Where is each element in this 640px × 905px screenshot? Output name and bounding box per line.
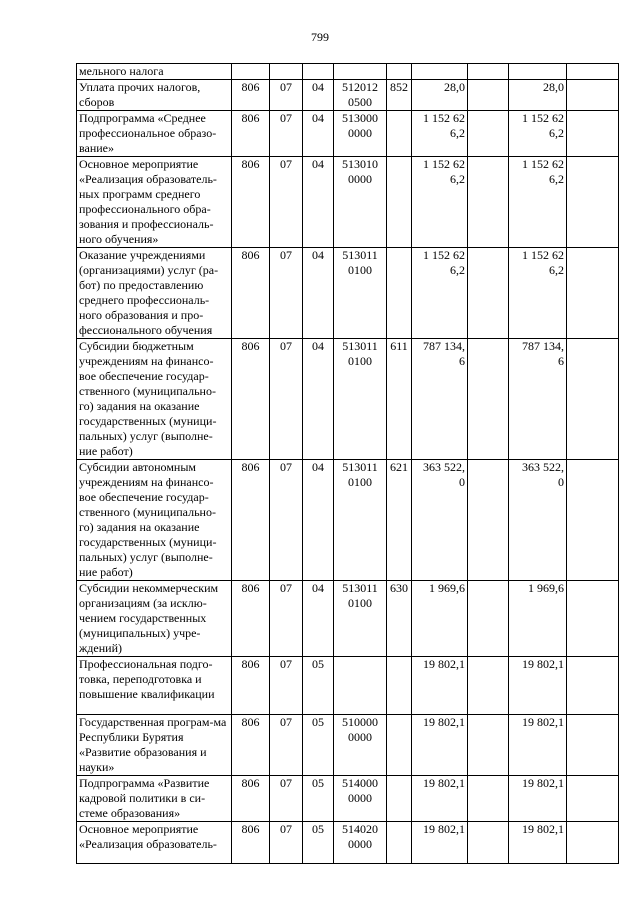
cell-empty — [567, 715, 619, 776]
cell-pr: 05 — [303, 822, 334, 864]
cell-sum-1 — [412, 157, 468, 248]
cell-sum-2-line: 19 802,1 — [522, 822, 564, 836]
cell-sum-1 — [412, 339, 468, 460]
cell-csr-line: 513011 — [342, 248, 378, 262]
cell-sum-1-line: 19 802,1 — [423, 776, 465, 790]
cell-csr-line: 0000 — [348, 730, 372, 744]
row-name: Основное мероприятие «Реализация образователь-ных программ среднего профессионального обра-зования и профессиональ-ного обучения» — [77, 157, 232, 248]
cell-empty — [468, 460, 509, 581]
cell-sum-2-line: 6,2 — [549, 172, 564, 186]
cell-sum-2-line: 6 — [558, 354, 564, 368]
cell-csr-line: 0000 — [348, 837, 372, 851]
table-row — [77, 80, 619, 111]
cell-csr-line: 0100 — [348, 596, 372, 610]
row-name: мельного налога — [77, 64, 232, 80]
cell-empty — [567, 248, 619, 339]
table-row — [77, 248, 619, 339]
cell-rz: 07 — [270, 715, 303, 776]
cell-sum-1-line: 19 802,1 — [423, 822, 465, 836]
cell-sum-1-line: 6,2 — [450, 263, 465, 277]
cell-csr — [334, 715, 387, 776]
cell-csr-line: 510000 — [342, 715, 378, 729]
cell-sum-2 — [509, 822, 567, 864]
cell-sum-2-line: 28,0 — [543, 80, 564, 94]
cell-empty — [468, 64, 509, 80]
cell-sum-2 — [509, 248, 567, 339]
cell-csr-line: 0100 — [348, 354, 372, 368]
cell-gr: 806 — [232, 776, 270, 822]
cell-pr: 05 — [303, 776, 334, 822]
cell-sum-1-line: 363 522, — [423, 460, 465, 474]
cell-rz: 07 — [270, 460, 303, 581]
table-row — [77, 111, 619, 157]
cell-sum-2 — [509, 657, 567, 715]
cell-sum-2-line: 363 522, — [522, 460, 564, 474]
cell-vr — [387, 64, 412, 80]
cell-sum-1-line: 19 802,1 — [423, 715, 465, 729]
cell-sum-2-line: 19 802,1 — [522, 657, 564, 671]
row-name: Государственная програм-ма Республики Бурятия «Развитие образования и науки» — [77, 715, 232, 776]
cell-empty — [567, 111, 619, 157]
cell-vr — [387, 776, 412, 822]
cell-csr-line: 0000 — [348, 126, 372, 140]
cell-gr: 806 — [232, 822, 270, 864]
cell-empty — [567, 157, 619, 248]
cell-sum-1 — [412, 822, 468, 864]
cell-rz: 07 — [270, 80, 303, 111]
cell-sum-1 — [412, 657, 468, 715]
cell-sum-1 — [412, 776, 468, 822]
cell-sum-1 — [412, 64, 468, 80]
cell-csr-line: 513011 — [342, 339, 378, 353]
cell-empty — [468, 339, 509, 460]
cell-gr: 806 — [232, 657, 270, 715]
cell-rz — [270, 64, 303, 80]
cell-empty — [567, 581, 619, 657]
cell-gr — [232, 64, 270, 80]
cell-sum-2 — [509, 776, 567, 822]
cell-empty — [468, 657, 509, 715]
cell-sum-2 — [509, 581, 567, 657]
cell-sum-1 — [412, 111, 468, 157]
row-name: Профессиональная подго-товка, переподготовка и повышение квалификации — [77, 657, 232, 715]
cell-vr — [387, 657, 412, 715]
cell-rz: 07 — [270, 339, 303, 460]
cell-vr: 630 — [387, 581, 412, 657]
cell-rz: 07 — [270, 111, 303, 157]
cell-gr: 806 — [232, 715, 270, 776]
cell-rz: 07 — [270, 657, 303, 715]
cell-sum-2 — [509, 64, 567, 80]
cell-sum-1-line: 6,2 — [450, 172, 465, 186]
cell-sum-2 — [509, 80, 567, 111]
cell-empty — [468, 111, 509, 157]
row-name: Субсидии автономным учреждениям на финансо-вое обеспечение государ-ственного (муниципально-го) задания на оказание государственных (муници-пальных) услуг (выполне-ние работ) — [77, 460, 232, 581]
cell-vr — [387, 715, 412, 776]
cell-rz: 07 — [270, 776, 303, 822]
cell-pr: 04 — [303, 248, 334, 339]
cell-csr-line: 512012 — [342, 80, 378, 94]
cell-vr — [387, 248, 412, 339]
cell-csr-line: 514020 — [342, 822, 378, 836]
cell-csr — [334, 80, 387, 111]
cell-empty — [468, 822, 509, 864]
row-name: Подпрограмма «Среднее профессиональное образо-вание» — [77, 111, 232, 157]
cell-gr: 806 — [232, 111, 270, 157]
cell-pr: 04 — [303, 157, 334, 248]
table-row — [77, 581, 619, 657]
cell-empty — [567, 460, 619, 581]
cell-sum-2 — [509, 339, 567, 460]
table-row — [77, 64, 619, 80]
table-row — [77, 339, 619, 460]
cell-rz: 07 — [270, 822, 303, 864]
cell-pr: 05 — [303, 657, 334, 715]
table-row — [77, 776, 619, 822]
cell-gr: 806 — [232, 339, 270, 460]
cell-sum-2-line: 1 152 62 — [522, 157, 564, 171]
cell-csr — [334, 657, 387, 715]
cell-csr-line: 513000 — [342, 111, 378, 125]
cell-sum-2-line: 19 802,1 — [522, 715, 564, 729]
cell-sum-1 — [412, 581, 468, 657]
cell-csr — [334, 339, 387, 460]
cell-sum-1-line: 1 152 62 — [423, 111, 465, 125]
cell-sum-1-line: 1 152 62 — [423, 248, 465, 262]
cell-sum-1-line: 28,0 — [444, 80, 465, 94]
cell-gr: 806 — [232, 248, 270, 339]
cell-vr — [387, 157, 412, 248]
cell-csr-line: 513010 — [342, 157, 378, 171]
cell-vr: 621 — [387, 460, 412, 581]
cell-sum-1-line: 6,2 — [450, 126, 465, 140]
cell-csr — [334, 776, 387, 822]
table-row — [77, 715, 619, 776]
cell-csr — [334, 822, 387, 864]
cell-gr: 806 — [232, 80, 270, 111]
cell-sum-2 — [509, 715, 567, 776]
cell-empty — [567, 822, 619, 864]
budget-table — [76, 63, 619, 864]
cell-sum-1-line: 6 — [459, 354, 465, 368]
cell-csr-line: 513011 — [342, 460, 378, 474]
cell-empty — [468, 715, 509, 776]
cell-gr: 806 — [232, 581, 270, 657]
cell-sum-1-line: 0 — [459, 475, 465, 489]
cell-empty — [567, 80, 619, 111]
cell-sum-2 — [509, 111, 567, 157]
cell-empty — [567, 64, 619, 80]
cell-empty — [567, 339, 619, 460]
row-name: Подпрограмма «Развитие кадровой политики в си-стеме образования» — [77, 776, 232, 822]
cell-sum-2-line: 1 152 62 — [522, 248, 564, 262]
cell-sum-2-line: 787 134, — [522, 339, 564, 353]
cell-csr-line: 513011 — [342, 581, 378, 595]
cell-empty — [468, 581, 509, 657]
cell-sum-1 — [412, 80, 468, 111]
cell-sum-1-line: 1 152 62 — [423, 157, 465, 171]
cell-pr: 05 — [303, 715, 334, 776]
cell-vr: 611 — [387, 339, 412, 460]
row-name: Основное мероприятие «Реализация образователь- — [77, 822, 232, 864]
cell-csr — [334, 64, 387, 80]
cell-sum-2-line: 0 — [558, 475, 564, 489]
table-row — [77, 657, 619, 715]
cell-sum-1-line: 1 969,6 — [429, 581, 465, 595]
row-name: Субсидии некоммерческим организациям (за исклю-чением государственных (муниципальных) учре-ждений) — [77, 581, 232, 657]
cell-sum-2-line: 1 969,6 — [528, 581, 564, 595]
cell-sum-1 — [412, 460, 468, 581]
cell-pr: 04 — [303, 581, 334, 657]
cell-vr — [387, 111, 412, 157]
table-body — [77, 64, 619, 864]
cell-vr — [387, 822, 412, 864]
table-row — [77, 822, 619, 864]
cell-csr-line: 0500 — [348, 95, 372, 109]
cell-pr — [303, 64, 334, 80]
cell-csr-line: 0100 — [348, 475, 372, 489]
cell-sum-2-line: 6,2 — [549, 263, 564, 277]
cell-sum-2-line: 6,2 — [549, 126, 564, 140]
cell-sum-1 — [412, 715, 468, 776]
cell-pr: 04 — [303, 80, 334, 111]
cell-pr: 04 — [303, 111, 334, 157]
cell-vr: 852 — [387, 80, 412, 111]
cell-empty — [468, 776, 509, 822]
cell-csr — [334, 460, 387, 581]
cell-rz: 07 — [270, 248, 303, 339]
cell-empty — [468, 248, 509, 339]
row-name: Оказание учреждениями (организациями) услуг (ра-бот) по предоставлению среднего профессиональ-ного образования и про-фессионального обучения — [77, 248, 232, 339]
cell-rz: 07 — [270, 157, 303, 248]
cell-gr: 806 — [232, 157, 270, 248]
cell-empty — [468, 157, 509, 248]
cell-csr-line: 514000 — [342, 776, 378, 790]
cell-sum-2-line: 1 152 62 — [522, 111, 564, 125]
row-name: Субсидии бюджетным учреждениям на финансо-вое обеспечение государ-ственного (муниципально-го) задания на оказание государственных (муници-пальных) услуг (выполне-ние работ) — [77, 339, 232, 460]
cell-csr — [334, 111, 387, 157]
page-number: 799 — [311, 30, 329, 44]
row-name: Уплата прочих налогов, сборов — [77, 80, 232, 111]
cell-empty — [567, 776, 619, 822]
cell-gr: 806 — [232, 460, 270, 581]
cell-sum-1-line: 787 134, — [423, 339, 465, 353]
cell-sum-2 — [509, 460, 567, 581]
cell-empty — [468, 80, 509, 111]
cell-csr-line: 0100 — [348, 263, 372, 277]
cell-csr-line: 0000 — [348, 791, 372, 805]
cell-pr: 04 — [303, 339, 334, 460]
cell-sum-1-line: 19 802,1 — [423, 657, 465, 671]
cell-csr — [334, 157, 387, 248]
cell-csr — [334, 248, 387, 339]
cell-sum-2 — [509, 157, 567, 248]
cell-sum-2-line: 19 802,1 — [522, 776, 564, 790]
cell-sum-1 — [412, 248, 468, 339]
cell-csr-line: 0000 — [348, 172, 372, 186]
cell-rz: 07 — [270, 581, 303, 657]
table-row — [77, 157, 619, 248]
cell-empty — [567, 657, 619, 715]
cell-csr — [334, 581, 387, 657]
cell-pr: 04 — [303, 460, 334, 581]
table-row — [77, 460, 619, 581]
